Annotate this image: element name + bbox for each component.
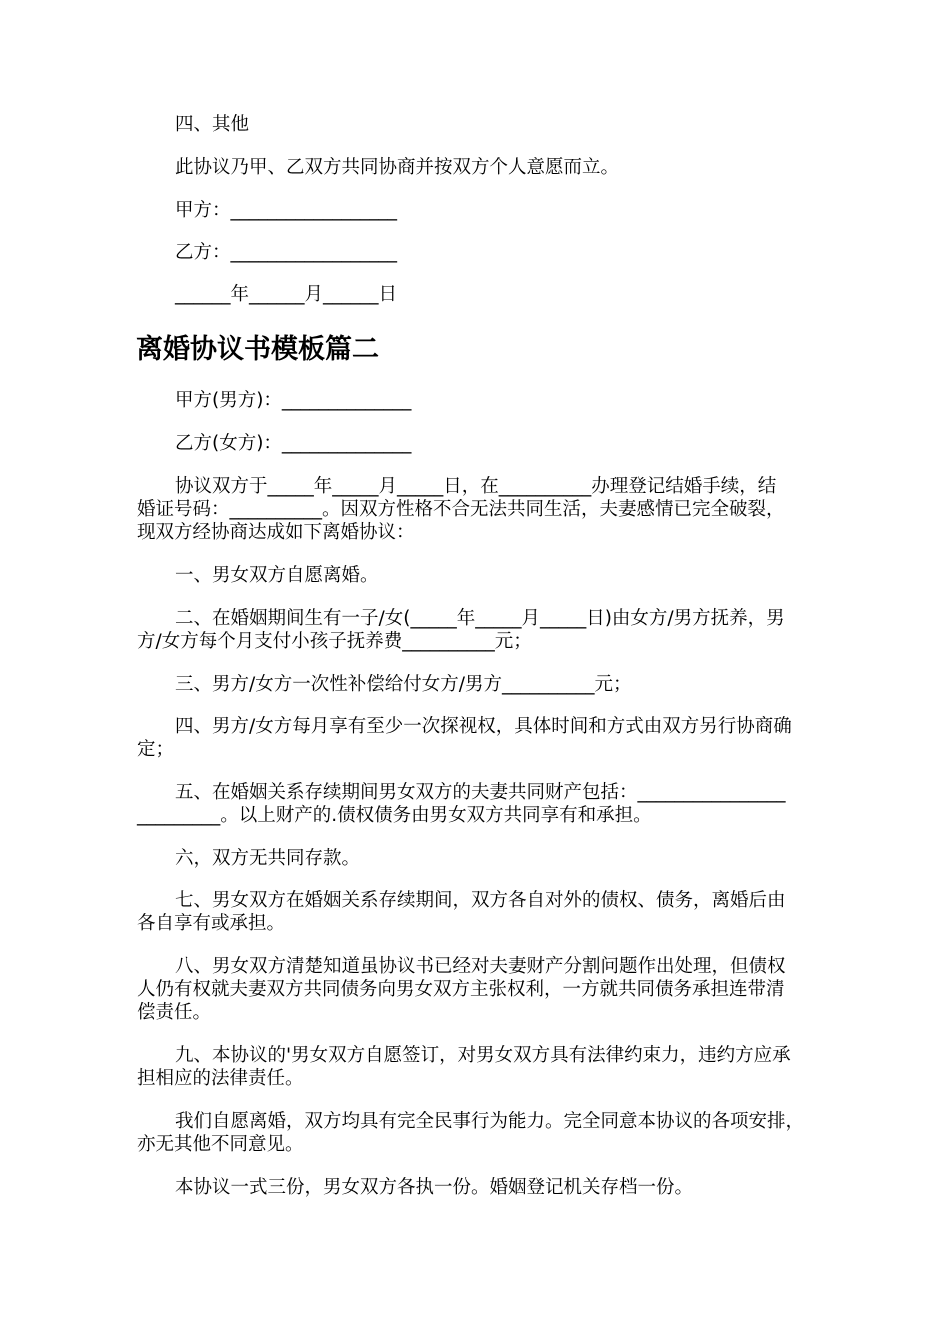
closing-paragraph-cont: 亦无其他不同意见。 [137, 1134, 304, 1155]
intro-line: 协议双方于_____年_____月_____日，在__________办理登记结婚手续，结 [175, 476, 777, 497]
party-a-signature: 甲方：__________________ [175, 200, 398, 221]
clause-8-cont: 偿责任。 [137, 1002, 212, 1023]
clause-2: 二、在婚姻期间生有一子/女(_____年_____月_____日)由女方/男方抚养，男 [175, 608, 785, 629]
intro-line: 婚证号码：__________。因双方性格不合无法共同生活，夫妻感情已完全破裂， [137, 499, 785, 520]
clause-2-cont: 方/女方每个月支付小孩子抚养费__________元； [137, 631, 532, 652]
clause-7: 七、男女双方在婚姻关系存续期间，双方各自对外的债权、债务，离婚后由 [175, 890, 786, 911]
date-line: ______年______月______日 [175, 284, 398, 305]
clause-4: 四、男方/女方每月享有至少一次探视权，具体时间和方式由双方另行协商确 [175, 716, 792, 737]
clause-5-cont: _________。以上财产的.债权债务由男女双方共同享有和承担。 [137, 805, 652, 826]
closing-paragraph: 我们自愿离婚，双方均具有完全民事行为能力。完全同意本协议的各项安排， [175, 1111, 805, 1132]
intro-line: 现双方经协商达成如下离婚协议： [137, 522, 415, 543]
clause-7-cont: 各自享有或承担。 [137, 913, 286, 934]
final-paragraph: 本协议一式三份，男女双方各执一份。婚姻登记机关存档一份。 [175, 1177, 694, 1198]
clause-5: 五、在婚姻关系存续期间男女双方的夫妻共同财产包括：________________ [175, 782, 786, 803]
clause-8-cont: 人仍有权就夫妻双方共同债务向男女双方主张权利，一方就共同债务承担连带清 [137, 979, 785, 1000]
party-a-line: 甲方(男方)：______________ [175, 390, 412, 411]
clause-6: 六，双方无共同存款。 [175, 848, 361, 869]
clause-4-cont: 定； [137, 739, 175, 760]
paragraph: 此协议乃甲、乙双方共同协商并按双方个人意愿而立。 [175, 157, 620, 178]
section-title: 四、其他 [175, 114, 250, 135]
document-heading: 离婚协议书模板篇二 [136, 334, 379, 365]
clause-1: 一、男女双方自愿离婚。 [175, 565, 379, 586]
clause-9: 九、本协议的'男女双方自愿签订，对男女双方具有法律约束力，违约方应承 [175, 1045, 791, 1066]
clause-8: 八、男女双方清楚知道虽协议书已经对夫妻财产分割问题作出处理，但债权 [175, 956, 786, 977]
party-b-line: 乙方(女方)：______________ [175, 433, 412, 454]
clause-9-cont: 担相应的法律责任。 [137, 1068, 304, 1089]
party-b-signature: 乙方：__________________ [175, 242, 398, 263]
clause-3: 三、男方/女方一次性补偿给付女方/男方__________元； [175, 674, 632, 695]
